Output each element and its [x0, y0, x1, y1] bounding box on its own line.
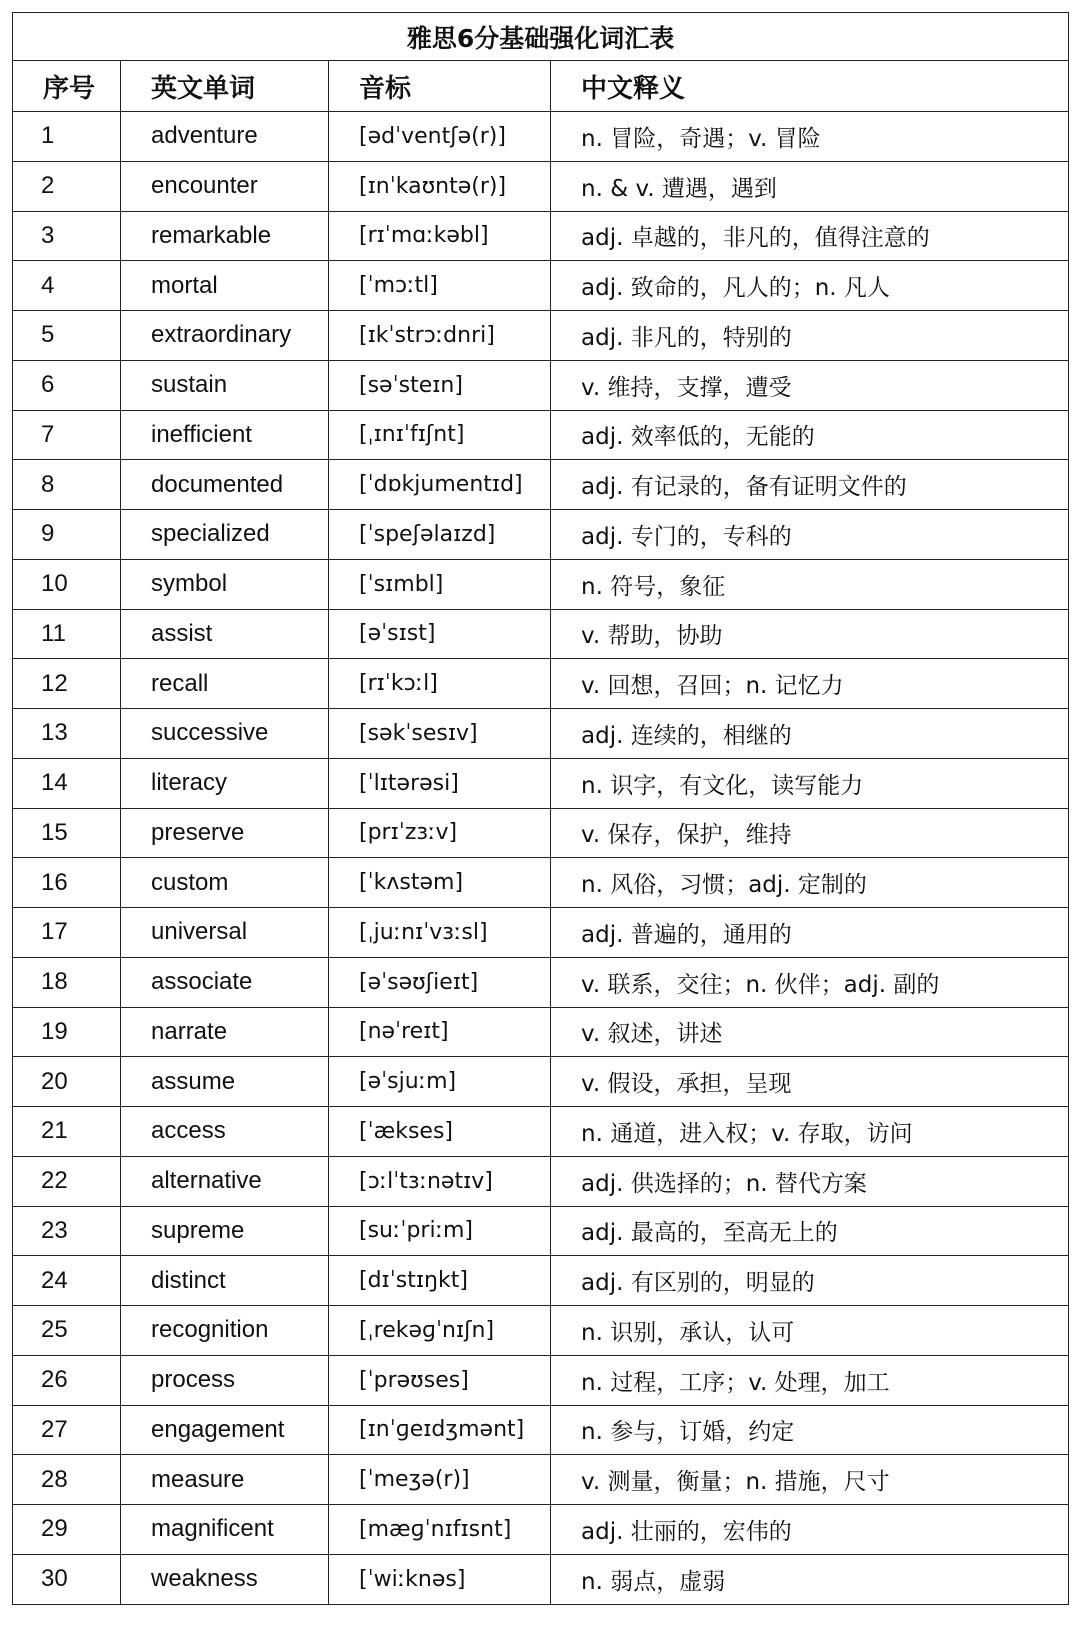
table-row: [13, 1206, 1069, 1256]
table-row: [13, 1306, 1069, 1356]
cell-phonetic: [əˈsɪst]: [329, 609, 551, 659]
cell-number: 26: [13, 1355, 121, 1405]
cell-number: 19: [13, 1007, 121, 1057]
cell-definition: n. 识字，有文化，读写能力: [551, 758, 1069, 808]
cell-phonetic: [ˈmeʒə(r)]: [329, 1455, 551, 1505]
cell-phonetic: [ˈsɪmbl]: [329, 559, 551, 609]
table-row: [13, 1405, 1069, 1455]
cell-definition: n. 风俗，习惯；adj. 定制的: [551, 858, 1069, 908]
cell-definition: adj. 壮丽的，宏伟的: [551, 1505, 1069, 1555]
cell-word: mortal: [121, 261, 329, 311]
cell-word: universal: [121, 908, 329, 958]
cell-definition: n. 过程，工序；v. 处理，加工: [551, 1355, 1069, 1405]
table-row: [13, 112, 1069, 162]
cell-number: 21: [13, 1107, 121, 1157]
cell-number: 18: [13, 957, 121, 1007]
table-row: [13, 510, 1069, 560]
cell-phonetic: [mæɡˈnɪfɪsnt]: [329, 1505, 551, 1555]
table-row: [13, 709, 1069, 759]
cell-word: recognition: [121, 1306, 329, 1356]
table-title: 雅思6分基础强化词汇表: [13, 13, 1069, 61]
cell-definition: adj. 连续的，相继的: [551, 709, 1069, 759]
cell-phonetic: [suːˈpriːm]: [329, 1206, 551, 1256]
cell-word: documented: [121, 460, 329, 510]
cell-number: 15: [13, 808, 121, 858]
cell-phonetic: [əˈsəʊʃieɪt]: [329, 957, 551, 1007]
cell-word: distinct: [121, 1256, 329, 1306]
cell-phonetic: [ˈwiːknəs]: [329, 1554, 551, 1604]
table-row: [13, 460, 1069, 510]
cell-definition: v. 假设，承担，呈现: [551, 1057, 1069, 1107]
cell-word: supreme: [121, 1206, 329, 1256]
table-row: [13, 1007, 1069, 1057]
cell-definition: adj. 专门的，专科的: [551, 510, 1069, 560]
cell-number: 30: [13, 1554, 121, 1604]
cell-word: specialized: [121, 510, 329, 560]
table-row: [13, 1505, 1069, 1555]
cell-definition: v. 测量，衡量；n. 措施，尺寸: [551, 1455, 1069, 1505]
table-row: [13, 1554, 1069, 1604]
cell-number: 5: [13, 311, 121, 361]
cell-number: 8: [13, 460, 121, 510]
cell-phonetic: [ˈspeʃəlaɪzd]: [329, 510, 551, 560]
cell-phonetic: [səˈsteɪn]: [329, 360, 551, 410]
table-row: [13, 957, 1069, 1007]
cell-phonetic: [ɪnˈkaʊntə(r)]: [329, 161, 551, 211]
table-row: [13, 609, 1069, 659]
table-row: [13, 808, 1069, 858]
cell-word: encounter: [121, 161, 329, 211]
cell-number: 7: [13, 410, 121, 460]
column-header-word: 英文单词: [121, 61, 329, 112]
cell-phonetic: [ˈkʌstəm]: [329, 858, 551, 908]
cell-phonetic: [dɪˈstɪŋkt]: [329, 1256, 551, 1306]
cell-word: symbol: [121, 559, 329, 609]
table-row: [13, 161, 1069, 211]
table-row: [13, 908, 1069, 958]
cell-phonetic: [rɪˈmɑːkəbl]: [329, 211, 551, 261]
table-row: [13, 1057, 1069, 1107]
cell-definition: adj. 有记录的，备有证明文件的: [551, 460, 1069, 510]
cell-number: 28: [13, 1455, 121, 1505]
cell-number: 16: [13, 858, 121, 908]
cell-number: 20: [13, 1057, 121, 1107]
table-row: [13, 410, 1069, 460]
cell-word: assist: [121, 609, 329, 659]
cell-definition: v. 帮助，协助: [551, 609, 1069, 659]
cell-definition: n. 冒险，奇遇；v. 冒险: [551, 112, 1069, 162]
cell-word: recall: [121, 659, 329, 709]
cell-word: alternative: [121, 1156, 329, 1206]
cell-definition: v. 回想，召回；n. 记忆力: [551, 659, 1069, 709]
table-row: [13, 858, 1069, 908]
cell-definition: adj. 效率低的，无能的: [551, 410, 1069, 460]
table-title-row: [13, 13, 1069, 61]
cell-number: 12: [13, 659, 121, 709]
cell-word: sustain: [121, 360, 329, 410]
cell-word: measure: [121, 1455, 329, 1505]
table-body: [13, 112, 1069, 1605]
cell-definition: adj. 有区别的，明显的: [551, 1256, 1069, 1306]
cell-number: 9: [13, 510, 121, 560]
cell-definition: adj. 非凡的，特别的: [551, 311, 1069, 361]
cell-number: 17: [13, 908, 121, 958]
cell-word: remarkable: [121, 211, 329, 261]
cell-word: assume: [121, 1057, 329, 1107]
cell-number: 10: [13, 559, 121, 609]
cell-phonetic: [ˈprəʊses]: [329, 1355, 551, 1405]
cell-definition: adj. 最高的，至高无上的: [551, 1206, 1069, 1256]
cell-word: inefficient: [121, 410, 329, 460]
cell-word: successive: [121, 709, 329, 759]
cell-definition: v. 联系，交往；n. 伙伴；adj. 副的: [551, 957, 1069, 1007]
cell-definition: adj. 卓越的，非凡的，值得注意的: [551, 211, 1069, 261]
cell-word: custom: [121, 858, 329, 908]
cell-word: process: [121, 1355, 329, 1405]
cell-definition: n. 参与，订婚，约定: [551, 1405, 1069, 1455]
cell-number: 24: [13, 1256, 121, 1306]
cell-number: 14: [13, 758, 121, 808]
table-header-row: [13, 61, 1069, 112]
table-row: [13, 1355, 1069, 1405]
cell-number: 13: [13, 709, 121, 759]
cell-definition: n. 通道，进入权；v. 存取，访问: [551, 1107, 1069, 1157]
cell-phonetic: [nəˈreɪt]: [329, 1007, 551, 1057]
cell-phonetic: [ˈdɒkjumentɪd]: [329, 460, 551, 510]
cell-definition: v. 叙述，讲述: [551, 1007, 1069, 1057]
cell-number: 1: [13, 112, 121, 162]
cell-definition: v. 保存，保护，维持: [551, 808, 1069, 858]
cell-phonetic: [ˌrekəɡˈnɪʃn]: [329, 1306, 551, 1356]
table-row: [13, 261, 1069, 311]
cell-number: 4: [13, 261, 121, 311]
table-row: [13, 360, 1069, 410]
cell-word: adventure: [121, 112, 329, 162]
column-header-number: 序号: [13, 61, 121, 112]
table-row: [13, 211, 1069, 261]
table-row: [13, 311, 1069, 361]
cell-phonetic: [əˈsjuːm]: [329, 1057, 551, 1107]
cell-word: access: [121, 1107, 329, 1157]
vocabulary-table: [12, 12, 1069, 1605]
cell-number: 6: [13, 360, 121, 410]
column-header-phonetic: 音标: [329, 61, 551, 112]
cell-phonetic: [ɪnˈɡeɪdʒmənt]: [329, 1405, 551, 1455]
cell-word: weakness: [121, 1554, 329, 1604]
cell-word: associate: [121, 957, 329, 1007]
cell-number: 3: [13, 211, 121, 261]
cell-phonetic: [ɪkˈstrɔːdnri]: [329, 311, 551, 361]
cell-definition: n. & v. 遭遇，遇到: [551, 161, 1069, 211]
cell-number: 23: [13, 1206, 121, 1256]
cell-phonetic: [ədˈventʃə(r)]: [329, 112, 551, 162]
cell-phonetic: [ɔːlˈtɜːnətɪv]: [329, 1156, 551, 1206]
cell-phonetic: [rɪˈkɔːl]: [329, 659, 551, 709]
table-row: [13, 659, 1069, 709]
table-row: [13, 758, 1069, 808]
cell-definition: adj. 供选择的；n. 替代方案: [551, 1156, 1069, 1206]
cell-word: engagement: [121, 1405, 329, 1455]
cell-phonetic: [ˈmɔːtl]: [329, 261, 551, 311]
cell-number: 22: [13, 1156, 121, 1206]
cell-phonetic: [ˈlɪtərəsi]: [329, 758, 551, 808]
table-row: [13, 559, 1069, 609]
cell-word: extraordinary: [121, 311, 329, 361]
cell-number: 11: [13, 609, 121, 659]
cell-phonetic: [ˌɪnɪˈfɪʃnt]: [329, 410, 551, 460]
cell-number: 29: [13, 1505, 121, 1555]
cell-definition: n. 符号，象征: [551, 559, 1069, 609]
cell-definition: n. 弱点，虚弱: [551, 1554, 1069, 1604]
cell-word: magnificent: [121, 1505, 329, 1555]
table-row: [13, 1156, 1069, 1206]
cell-number: 2: [13, 161, 121, 211]
cell-definition: adj. 普遍的，通用的: [551, 908, 1069, 958]
table-row: [13, 1256, 1069, 1306]
cell-definition: n. 识别，承认，认可: [551, 1306, 1069, 1356]
cell-phonetic: [prɪˈzɜːv]: [329, 808, 551, 858]
table-row: [13, 1455, 1069, 1505]
cell-definition: v. 维持，支撑，遭受: [551, 360, 1069, 410]
cell-word: preserve: [121, 808, 329, 858]
column-header-definition: 中文释义: [551, 61, 1069, 112]
cell-word: literacy: [121, 758, 329, 808]
cell-phonetic: [ˈækses]: [329, 1107, 551, 1157]
cell-word: narrate: [121, 1007, 329, 1057]
cell-number: 25: [13, 1306, 121, 1356]
table-row: [13, 1107, 1069, 1157]
cell-definition: adj. 致命的，凡人的；n. 凡人: [551, 261, 1069, 311]
cell-phonetic: [ˌjuːnɪˈvɜːsl]: [329, 908, 551, 958]
cell-number: 27: [13, 1405, 121, 1455]
cell-phonetic: [səkˈsesɪv]: [329, 709, 551, 759]
